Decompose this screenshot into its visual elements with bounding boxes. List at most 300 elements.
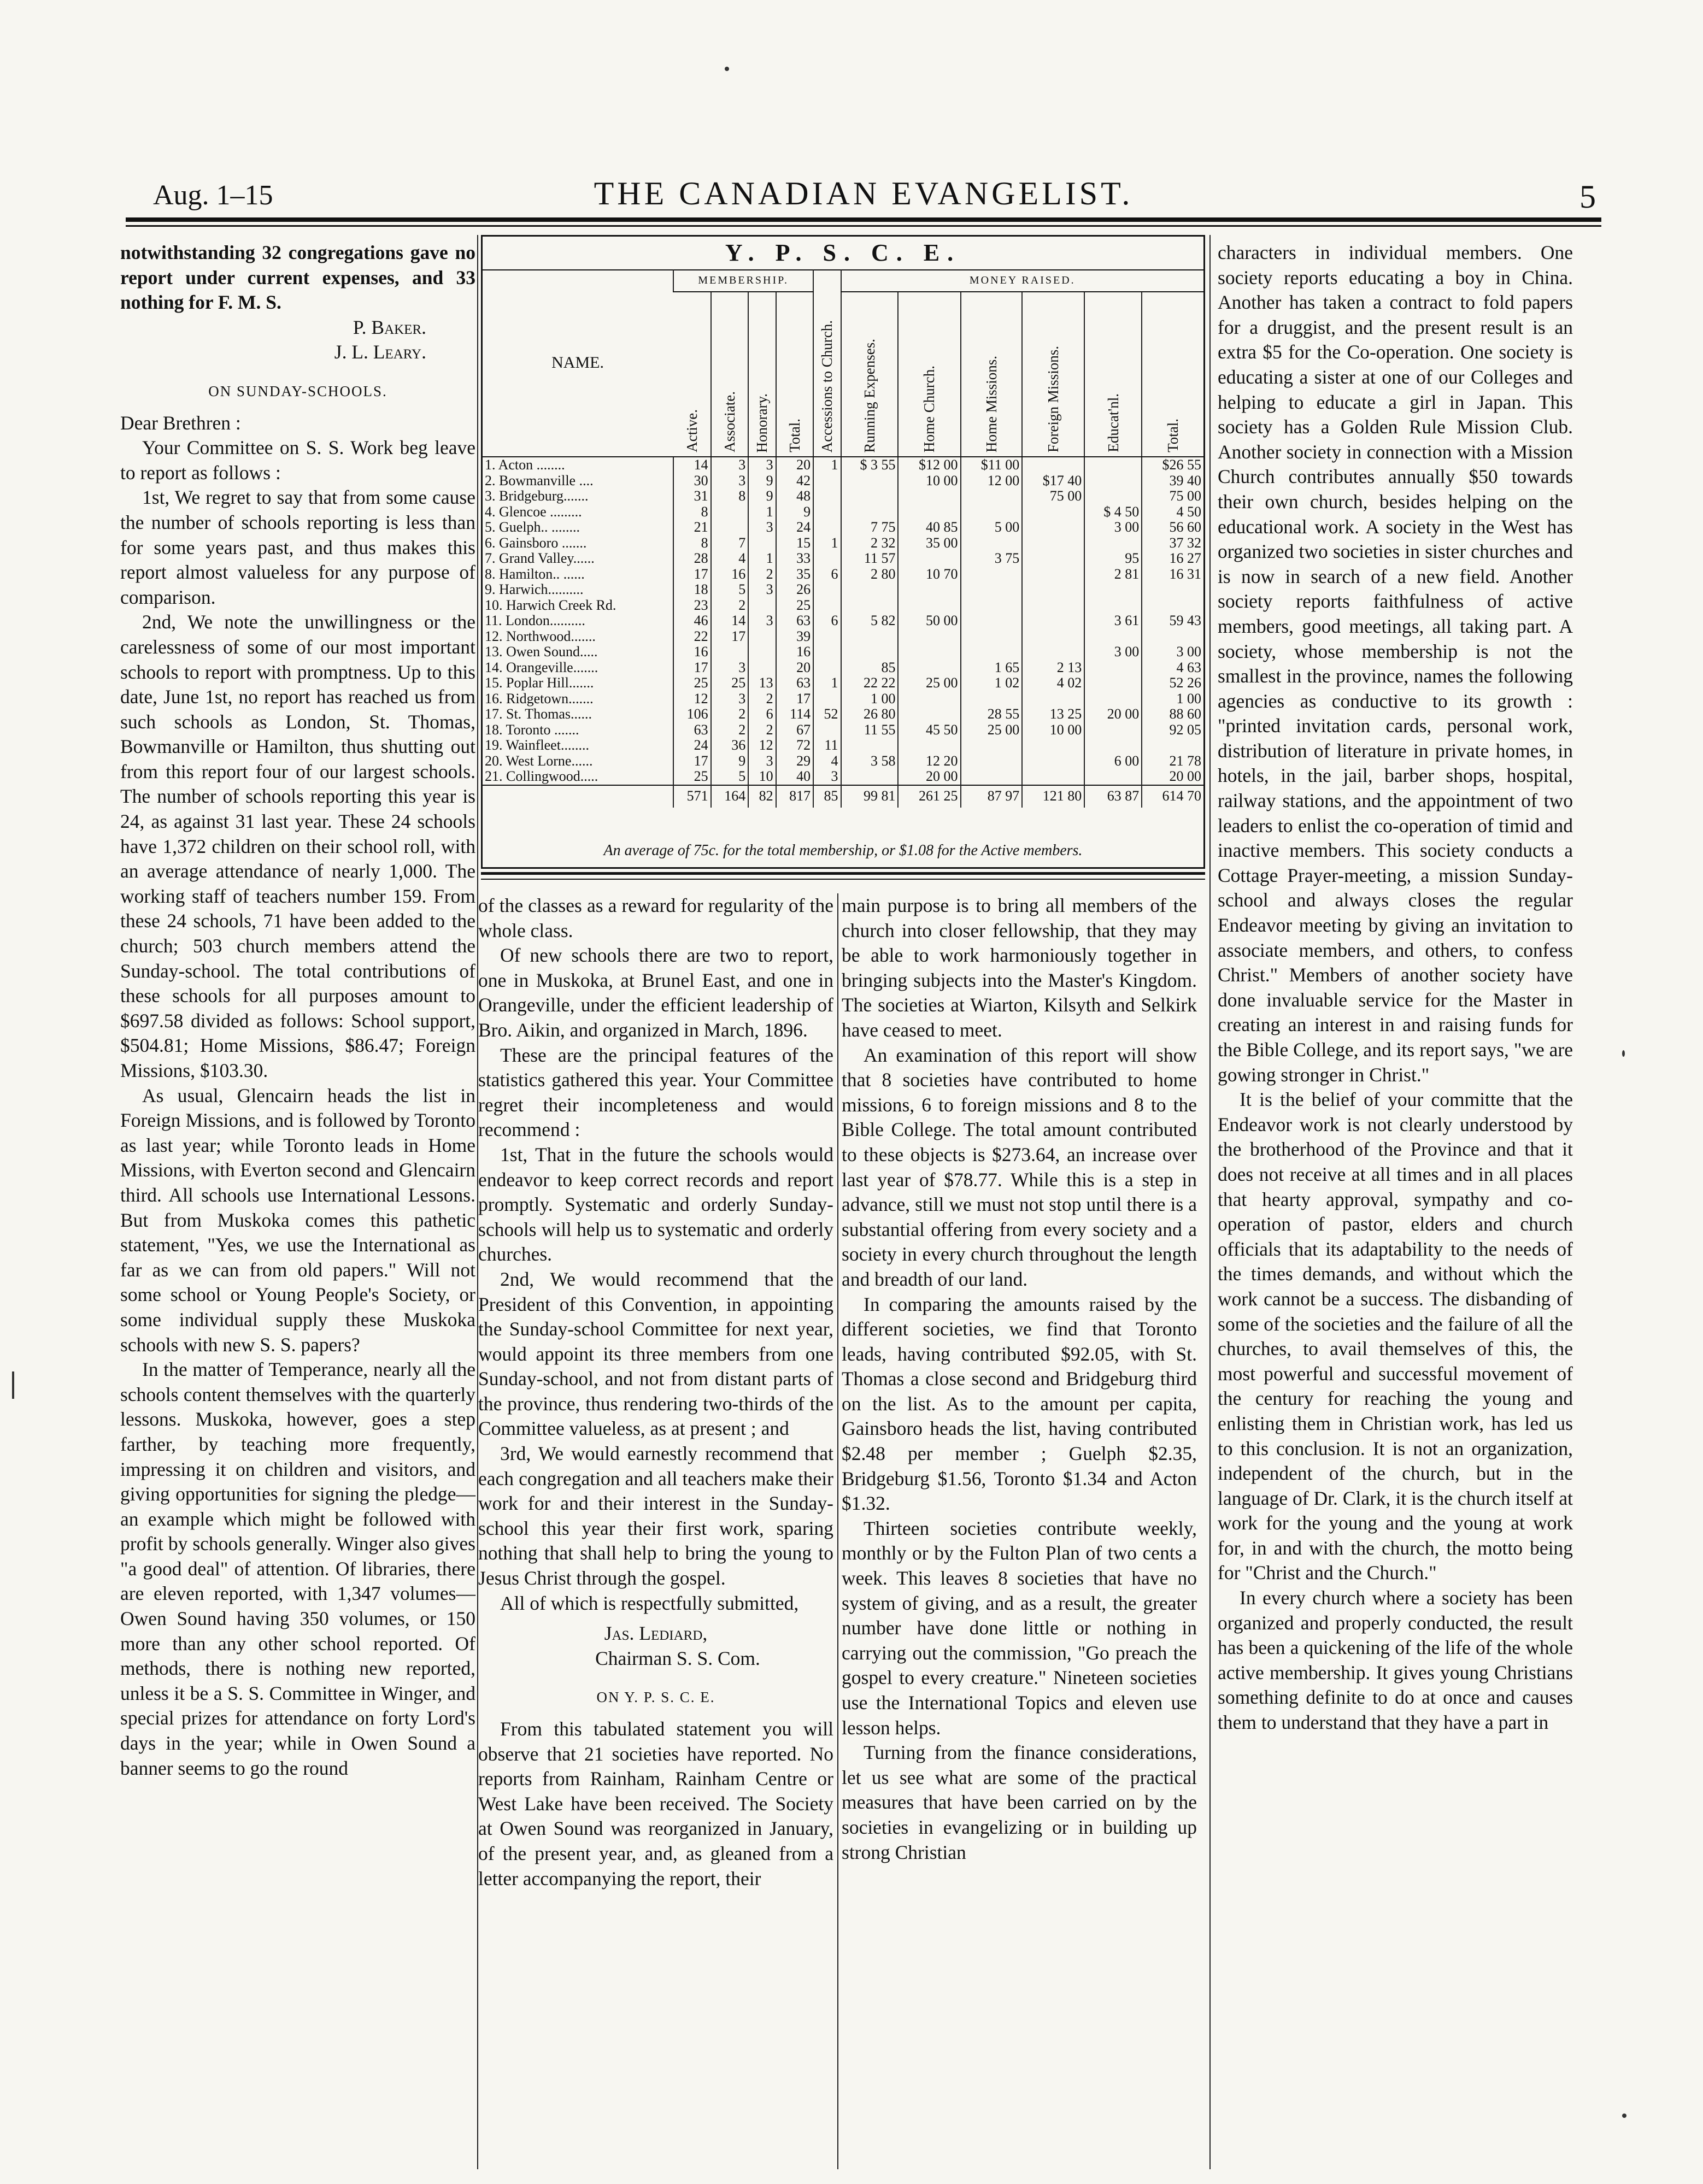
table-cell <box>841 488 899 504</box>
signature-title: Chairman S. S. Com. <box>595 1647 760 1669</box>
col-header-foreign: Foreign Missions. <box>1022 292 1084 457</box>
table-cell: 25 <box>673 675 711 691</box>
table-cell: 16 <box>711 567 749 582</box>
table-cell <box>841 769 899 785</box>
table-cell <box>841 598 899 614</box>
col-header-home-church: Home Church. <box>898 292 960 457</box>
table-cell: 20 <box>776 457 814 473</box>
table-cell: 817 <box>776 785 814 808</box>
society-name: 3. Bridgeburg....... <box>485 488 589 504</box>
table-cell: 99 81 <box>841 785 899 808</box>
ypsce-table <box>483 269 1203 808</box>
table-cell: 18 <box>673 582 711 598</box>
table-cell: 30 <box>673 473 711 489</box>
table-cell: 7 <box>711 535 749 551</box>
table-cell: 25 00 <box>898 675 960 691</box>
table-cell: 75 00 <box>1142 488 1203 504</box>
table-cell: 35 00 <box>898 535 960 551</box>
table-cell <box>841 629 899 645</box>
table-cell: 3 <box>748 753 776 769</box>
print-speck <box>1622 2114 1626 2118</box>
table-cell <box>961 644 1023 660</box>
table-cell: 3 <box>711 660 749 676</box>
salutation: Dear Brethren : <box>120 411 241 434</box>
table-cell <box>1022 551 1084 567</box>
table-cell <box>748 598 776 614</box>
table-cell: 24 <box>776 520 814 535</box>
table-cell <box>898 488 960 504</box>
table-cell: 4 <box>813 753 841 769</box>
table-cell <box>898 691 960 707</box>
table-row <box>483 504 1203 520</box>
table-cell: 45 50 <box>898 722 960 738</box>
paragraph: characters in individual members. One society reports educating a boy in China. Another has taken a contract to fold papers for a druggist, and the present result is an extra $5 for the Co-operation. One society is educating a sister at one of our Colleges and helping to educate a girl in Japan. This society has a Golden Rule Mission Club. Another society in connection with a Mission Church contributes annually $50 towards their own church, besides helping on the educational work. A society in the West has organized two societies in sister churches and is now in search of a new field. Another society reports faithfulness of active members, good meetings, all taking part. A society, whose membership is not the smallest in the province, names the following agencies as conductive to its growth : "printed invitation cards, personal work, distribution of literature in private homes, in hotels, in the jail, barber shops, hospital, railway stations, and the appointment of two leaders to enlist the co-operation of timid and inactive members. This society conducts a Cottage Prayer-meeting, a mission Sunday-school and always closes the regular Endeavor meeting by giving an invitation to associate members, and others, to confess Christ." Members of another society have done invaluable service for the Master in creating an interest in and raising funds for the Bible College, and its report says, "we are gowing stronger in Christ." <box>1218 242 1573 1086</box>
col-header-associate: Associate. <box>711 292 749 457</box>
table-cell: 164 <box>711 785 749 808</box>
table-cell: 1 <box>813 457 841 473</box>
paragraph: Of new schools there are two to report, one in Muskoka, at Brunel East, and one in Orangeville, under the efficient leadership of Bro. Aikin, and organized in March, 1896. <box>478 944 833 1041</box>
table-cell <box>961 582 1023 598</box>
table-cell: 22 22 <box>841 675 899 691</box>
table-cell: 1 <box>813 535 841 551</box>
table-cell <box>1084 488 1142 504</box>
table-cell: 106 <box>673 707 711 722</box>
table-cell: 52 <box>813 707 841 722</box>
society-name: 18. Toronto ....... <box>485 721 579 738</box>
col-header-accessions: Accessions to Church. <box>813 269 841 457</box>
paragraph: 2nd, We would recommend that the President of this Convention, in appointing the Sunday-school Committee for next year, would appoint its three members from one Sunday-school, and not from distant parts of the province, thus rendering two-thirds of the Committee valueless, as at present ; and <box>478 1268 833 1440</box>
society-name: 2. Bowmanville .... <box>485 472 594 488</box>
table-cell <box>961 535 1023 551</box>
society-name: 5. Guelph.. ........ <box>485 519 580 535</box>
society-name <box>483 785 673 808</box>
table-cell <box>1084 769 1142 785</box>
table-cell: 2 <box>711 722 749 738</box>
table-cell <box>1022 535 1084 551</box>
paragraph: 1st, That in the future the schools would endeavor to keep correct records and report promptly. Systematic and orderly Sunday-schools will help us to systematic and orderly churches. <box>478 1143 833 1265</box>
table-cell: 7 75 <box>841 520 899 535</box>
table-row <box>483 473 1203 489</box>
table-cell <box>1084 582 1142 598</box>
table-cell: 21 78 <box>1142 753 1203 769</box>
table-cell: 28 55 <box>961 707 1023 722</box>
table-cell <box>898 598 960 614</box>
table-cell: 25 <box>673 769 711 785</box>
table-cell <box>813 520 841 535</box>
col-header-total: Total. <box>776 292 814 457</box>
table-cell: 25 00 <box>961 722 1023 738</box>
table-cell <box>1142 629 1203 645</box>
table-cell: 3 00 <box>1142 644 1203 660</box>
col-header-honorary: Honorary. <box>748 292 776 457</box>
paragraph: of the classes as a reward for regularity of the whole class. <box>478 894 833 941</box>
table-cell: $ 4 50 <box>1084 504 1142 520</box>
table-cell: 36 <box>711 738 749 753</box>
table-cell <box>748 660 776 676</box>
table-row <box>483 488 1203 504</box>
paragraph: 3rd, We would earnestly recommend that each congregation and all teachers make their work for and their interest in the Sunday-school this year their first work, sparing nothing that shall help to bring the young to Jesus Christ through the gospel. <box>478 1443 833 1590</box>
table-cell: 2 <box>748 691 776 707</box>
col-header-name: NAME. <box>483 269 673 457</box>
table-cell: 40 85 <box>898 520 960 535</box>
table-cell: 59 43 <box>1142 613 1203 629</box>
society-name: 8. Hamilton.. ...... <box>485 566 585 582</box>
table-rule-thin <box>481 879 1205 880</box>
table-row <box>483 722 1203 738</box>
signature-baker: P. Baker. <box>353 316 426 338</box>
table-row <box>483 707 1203 722</box>
table-cell <box>748 644 776 660</box>
header-rule <box>126 217 1601 222</box>
table-cell <box>898 660 960 676</box>
table-cell: 2 <box>711 707 749 722</box>
table-cell: 4 63 <box>1142 660 1203 676</box>
paragraph: All of which is respectfully submitted, <box>500 1592 799 1614</box>
table-cell <box>1084 660 1142 676</box>
issue-date: Aug. 1–15 <box>153 180 273 211</box>
table-cell: 26 <box>776 582 814 598</box>
table-cell: 40 <box>776 769 814 785</box>
table-cell: 2 81 <box>1084 567 1142 582</box>
table-cell: 2 13 <box>1022 660 1084 676</box>
table-cell: 1 00 <box>841 691 899 707</box>
column-1 <box>120 240 475 1781</box>
table-row <box>483 567 1203 582</box>
table-cell: 72 <box>776 738 814 753</box>
table-cell <box>813 660 841 676</box>
table-cell: 46 <box>673 613 711 629</box>
table-cell: 39 40 <box>1142 473 1203 489</box>
table-cell: 21 <box>673 520 711 535</box>
table-cell: 3 75 <box>961 551 1023 567</box>
paragraph: From this tabulated statement you will observe that 21 societies have reported. No reports from Rainham, Rainham Centre or West Lake have been received. The Society at Owen Sound was reorganized in January, of the present year, and, as gleaned from a letter accompanying the report, their <box>478 1718 833 1889</box>
table-cell: 5 00 <box>961 520 1023 535</box>
table-cell: 4 02 <box>1022 675 1084 691</box>
table-cell: 20 00 <box>1084 707 1142 722</box>
table-footnote: An average of 75c. for the total membership, or $1.08 for the Active members. <box>603 842 1083 859</box>
table-row <box>483 613 1203 629</box>
table-cell <box>1022 753 1084 769</box>
table-cell <box>841 473 899 489</box>
table-cell <box>1022 567 1084 582</box>
table-cell <box>711 520 749 535</box>
society-name: 7. Grand Valley...... <box>485 550 595 566</box>
paragraph: It is the belief of your committe that the Endeavor work is not clearly understood by the brotherhood of the Province and that it does not receive at all times and in all places that hearty approval, sympathy and co-operation of pastor, elders and church officials that its adaptability to the needs of the times demands, and without which the work cannot be a success. The disbanding of some of the societies and the failure of all the churches, to avail themselves of this, the most powerful and successful movement of the century for reaching the young and enlisting them in Christian work, has led us to this conclusion. It is not an organization, independent of the church, but in the language of Dr. Clark, it is the church itself at work for the young and the young at work for, in and with the church, the motto being for "Christ and the Church." <box>1218 1088 1573 1584</box>
table-cell: 6 <box>813 567 841 582</box>
table-cell: 14 <box>711 613 749 629</box>
society-name: 16. Ridgetown....... <box>485 690 594 707</box>
table-cell <box>1022 738 1084 753</box>
table-rule <box>481 872 1205 875</box>
paragraph: In comparing the amounts raised by the different societies, we find that Toronto leads, having contributed $92.05, with St. Thomas a close second and Bridgeburg third on the list. As to the amount per capita, Gainsboro heads the list, having contributed $2.48 per member ; Guelph $2.35, Bridgeburg $1.56, Toronto $1.34 and Acton $1.32. <box>842 1293 1197 1515</box>
table-cell <box>961 613 1023 629</box>
paragraph: An examination of this report will show that 8 societies have contributed to home missions, 6 to foreign missions and 8 to the Bible College. The total amount contributed to these objects is $273.64, an increase over last year of $78.77. While this is a step in advance, still we must not stop until there is a substantial offering from every society and a society in every church throughout the length and breadth of our land. <box>842 1044 1197 1290</box>
table-cell: 17 <box>673 567 711 582</box>
table-cell <box>813 551 841 567</box>
col-header-money-total: Total. <box>1142 292 1203 457</box>
column-3 <box>842 893 1197 1865</box>
table-cell: 121 80 <box>1022 785 1084 808</box>
table-cell: 3 00 <box>1084 644 1142 660</box>
table-cell: 20 00 <box>1142 769 1203 785</box>
table-cell <box>1084 598 1142 614</box>
table-cell: 3 <box>711 457 749 473</box>
table-cell: 8 <box>711 488 749 504</box>
table-cell <box>898 551 960 567</box>
table-cell: 63 <box>776 675 814 691</box>
table-cell: 82 <box>748 785 776 808</box>
table-row <box>483 675 1203 691</box>
table-cell: 63 <box>673 722 711 738</box>
section-heading-ypsce: ON Y. P. S. C. E. <box>596 1689 715 1706</box>
table-cell: 4 <box>711 551 749 567</box>
table-cell: 33 <box>776 551 814 567</box>
table-cell: 75 00 <box>1022 488 1084 504</box>
table-cell: 3 58 <box>841 753 899 769</box>
column-divider <box>837 893 838 2169</box>
table-cell: 37 32 <box>1142 535 1203 551</box>
society-name: 11. London.......... <box>485 613 585 628</box>
table-cell: 3 <box>748 457 776 473</box>
table-cell: 261 25 <box>898 785 960 808</box>
table-cell <box>1084 629 1142 645</box>
society-name: 14. Orangeville....... <box>485 659 598 675</box>
table-cell <box>1022 769 1084 785</box>
table-cell <box>1084 722 1142 738</box>
table-cell <box>813 722 841 738</box>
table-cell: 16 27 <box>1142 551 1203 567</box>
table-cell <box>1022 520 1084 535</box>
col-header-running: Running Expenses. <box>841 292 899 457</box>
table-cell <box>1084 535 1142 551</box>
table-row <box>483 551 1203 567</box>
table-cell: 23 <box>673 598 711 614</box>
table-cell: $12 00 <box>898 457 960 473</box>
table-cell: 4 50 <box>1142 504 1203 520</box>
table-cell <box>748 535 776 551</box>
paragraph: 1st, We regret to say that from some cause the number of schools reporting is less than for some years past, and thus makes this report almost valueless for any purpose of comparison. <box>120 486 475 608</box>
society-name: 15. Poplar Hill....... <box>485 675 594 691</box>
table-cell <box>898 738 960 753</box>
table-cell <box>813 598 841 614</box>
table-cell <box>711 504 749 520</box>
table-cell: 10 00 <box>898 473 960 489</box>
table-cell <box>1022 691 1084 707</box>
society-name: 4. Glencoe ......... <box>485 503 582 520</box>
table-cell: 17 <box>673 753 711 769</box>
table-cell: 6 00 <box>1084 753 1142 769</box>
table-row <box>483 629 1203 645</box>
table-cell: 8 <box>673 535 711 551</box>
table-cell: 95 <box>1084 551 1142 567</box>
table-cell: 3 <box>711 691 749 707</box>
society-name: 10. Harwich Creek Rd. <box>485 597 616 613</box>
table-cell: 1 02 <box>961 675 1023 691</box>
table-cell <box>1022 457 1084 473</box>
paragraph: Thirteen societies contribute weekly, monthly or by the Fulton Plan of two cents a week. This leaves 8 societies that have no system of giving, and as a result, the greater number have done little or nothing in carrying out the commission, "Go preach the gospel to every creature." Nineteen societies use the International Topics and eleven use lesson helps. <box>842 1517 1197 1739</box>
table-cell: 31 <box>673 488 711 504</box>
table-cell <box>1084 457 1142 473</box>
table-cell <box>1022 644 1084 660</box>
table-cell <box>898 644 960 660</box>
table-cell: 16 31 <box>1142 567 1203 582</box>
table-cell: 9 <box>711 753 749 769</box>
table-cell: 3 61 <box>1084 613 1142 629</box>
masthead <box>153 174 1596 217</box>
table-cell: 2 80 <box>841 567 899 582</box>
table-cell: 1 00 <box>1142 691 1203 707</box>
table-cell: 12 <box>673 691 711 707</box>
totals-row <box>483 785 1203 808</box>
header-rule-thin <box>126 225 1601 227</box>
table-cell <box>961 738 1023 753</box>
table-cell: 52 26 <box>1142 675 1203 691</box>
table-row <box>483 660 1203 676</box>
paragraph: In every church where a society has been organized and properly conducted, the result has been a quickening of the life of the whole active membership. It gives young Christians something definite to do at once and causes them to understand that they have a part in <box>1218 1587 1573 1734</box>
table-cell <box>1022 582 1084 598</box>
table-cell: 10 <box>748 769 776 785</box>
print-speck <box>12 1371 14 1399</box>
table-cell <box>1022 629 1084 645</box>
table-cell: 13 <box>748 675 776 691</box>
table-cell <box>1084 738 1142 753</box>
table-cell <box>898 504 960 520</box>
table-cell: 87 97 <box>961 785 1023 808</box>
table-cell: 11 57 <box>841 551 899 567</box>
paragraph: main purpose is to bring all members of the church into closer fellowship, that they may be able to work harmoniously together in bringing subjects into the Master's Kingdom. The societies at Wiarton, Kilsyth and Selkirk have ceased to meet. <box>842 894 1197 1041</box>
table-cell <box>961 629 1023 645</box>
society-name: 12. Northwood....... <box>485 628 596 644</box>
society-name: 19. Wainfleet........ <box>485 737 589 753</box>
table-cell: 3 <box>748 520 776 535</box>
section-heading-sunday-schools: ON SUNDAY-SCHOOLS. <box>208 382 387 399</box>
table-cell: 17 <box>673 660 711 676</box>
table-cell: 11 55 <box>841 722 899 738</box>
table-cell: 2 <box>748 722 776 738</box>
table-cell: 48 <box>776 488 814 504</box>
table-cell: $17 40 <box>1022 473 1084 489</box>
table-title: Y. P. S. C. E. <box>483 237 1203 270</box>
table-cell: 5 <box>711 769 749 785</box>
signature-lediard: Jas. Lediard, <box>604 1622 708 1645</box>
table-cell <box>841 504 899 520</box>
print-speck <box>1622 1050 1625 1057</box>
signature-leary: J. L. Leary. <box>334 341 426 363</box>
table-cell <box>841 644 899 660</box>
table-cell: 1 <box>813 675 841 691</box>
table-row <box>483 644 1203 660</box>
table-cell: 20 <box>776 660 814 676</box>
col-header-home-missions: Home Missions. <box>961 292 1023 457</box>
table-row <box>483 769 1203 785</box>
table-cell <box>813 488 841 504</box>
page-number: 5 <box>1579 179 1596 215</box>
table-cell <box>1142 582 1203 598</box>
table-cell: 35 <box>776 567 814 582</box>
group-header-membership: MEMBERSHIP. <box>673 269 813 292</box>
table-row <box>483 520 1203 535</box>
table-cell <box>841 582 899 598</box>
table-row <box>483 598 1203 614</box>
table-cell <box>898 582 960 598</box>
table-cell: 67 <box>776 722 814 738</box>
table-row <box>483 457 1203 473</box>
group-header-money: MONEY RAISED. <box>841 269 1203 292</box>
table-cell: 22 <box>673 629 711 645</box>
table-cell <box>1022 504 1084 520</box>
table-cell: 16 <box>776 644 814 660</box>
table-cell: 1 65 <box>961 660 1023 676</box>
table-cell: 3 <box>748 613 776 629</box>
table-cell: 1 <box>748 551 776 567</box>
paragraph: As usual, Glencairn heads the list in Foreign Missions, and is followed by Toronto as last year; while Toronto leads in Home Missions, with Everton second and Glencairn third. All schools use International Lessons. But from Muskoka comes this pathetic statement, "Yes, we use the International as far as we can from old papers." Will not some school or Young People's Society, or some individual supply these Muskoka schools with new S. S. papers? <box>120 1084 475 1356</box>
table-cell: 20 00 <box>898 769 960 785</box>
table-cell: 614 70 <box>1142 785 1203 808</box>
society-name: 20. West Lorne...... <box>485 752 593 769</box>
society-name: 9. Harwich.......... <box>485 581 584 597</box>
table-cell <box>1142 598 1203 614</box>
table-cell: 2 <box>748 567 776 582</box>
table-cell: 9 <box>748 488 776 504</box>
table-cell <box>961 488 1023 504</box>
table-cell: 28 <box>673 551 711 567</box>
table-cell: 3 <box>748 582 776 598</box>
table-cell <box>961 769 1023 785</box>
print-speck <box>725 67 729 71</box>
paragraph: In the matter of Temperance, nearly all the schools content themselves with the quarterly lessons. Muskoka, however, goes a step farther, by teaching more frequently, impressing it on children and visitors, and giving opportunities for signing the pledge—an example which might be followed with profit by schools generally. Winger also gives "a good deal" of attention. Of libraries, there are eleven reported, with 1,347 volumes—Owen Sound having 350 volumes, or 150 more than any other school reported. Of methods, there is nothing new reported, unless it be a S. S. Committee in Winger, and special prizes for attendance on forty Lord's days in the year; while in Owen Sound a banner seems to go the round <box>120 1358 475 1779</box>
table-cell: 571 <box>673 785 711 808</box>
table-cell <box>961 567 1023 582</box>
table-cell <box>898 629 960 645</box>
table-cell <box>748 629 776 645</box>
table-cell: 92 05 <box>1142 722 1203 738</box>
col-header-educational: Educat'nl. <box>1084 292 1142 457</box>
table-cell: 42 <box>776 473 814 489</box>
table-cell: 11 <box>813 738 841 753</box>
column-2 <box>478 893 833 1891</box>
society-name: 13. Owen Sound..... <box>485 644 598 660</box>
table-cell: 17 <box>711 629 749 645</box>
table-cell <box>813 691 841 707</box>
paragraph: 2nd, We note the unwillingness or the carelessness of some of our most important schools to report with promptness. Up to this date, June 1st, no report has reached us from such schools as London, St. Thomas, Bowmanville or Hamilton, thus shutting out from this report four of our largest schools. The number of schools reporting this year is 24, as against 31 last year. These 24 schools have 1,372 children on their school roll, with an average attendance of nearly 1,000. The working staff of teachers number 159. From these 24 schools, 71 have been added to the church; 503 church members attend the Sunday-school. The total contributions of these schools for all purposes amount to $697.58 divided as follows: School support, $504.81; Home Missions, $86.47; Foreign Missions, $103.30. <box>120 611 475 1081</box>
table-cell: 63 <box>776 613 814 629</box>
table-cell <box>813 629 841 645</box>
col-header-active: Active. <box>673 292 711 457</box>
table-cell: 2 <box>711 598 749 614</box>
table-cell: 14 <box>673 457 711 473</box>
table-cell: 12 20 <box>898 753 960 769</box>
table-cell: $11 00 <box>961 457 1023 473</box>
table-cell <box>813 504 841 520</box>
newspaper-title: THE CANADIAN EVANGELIST. <box>594 175 1134 211</box>
table-cell <box>898 707 960 722</box>
table-cell: 114 <box>776 707 814 722</box>
table-cell: 9 <box>776 504 814 520</box>
table-cell: 3 <box>813 769 841 785</box>
society-name: 17. St. Thomas...... <box>485 706 592 722</box>
table-cell <box>813 644 841 660</box>
table-cell: $ 3 55 <box>841 457 899 473</box>
table-cell <box>1022 598 1084 614</box>
table-cell: 2 32 <box>841 535 899 551</box>
paragraph: Turning from the finance considerations, let us see what are some of the practical measures that have been carried on by the societies in evangelizing or in building up strong Christian <box>842 1741 1197 1863</box>
table-cell: $26 55 <box>1142 457 1203 473</box>
table-cell: 6 <box>813 613 841 629</box>
society-name: 6. Gainsboro ....... <box>485 534 587 551</box>
column-4 <box>1218 240 1573 1735</box>
table-cell: 8 <box>673 504 711 520</box>
paragraph: Your Committee on S. S. Work beg leave to report as follows : <box>120 437 475 484</box>
